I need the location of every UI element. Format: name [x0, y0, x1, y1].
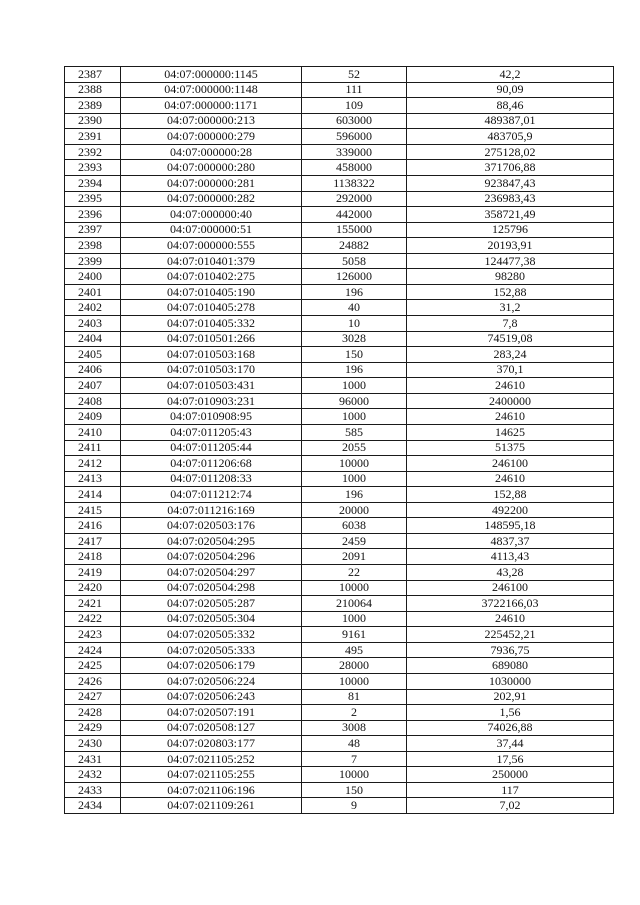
row-number-cell: 2405 — [65, 347, 121, 363]
cadastral-number-cell: 04:07:020507:191 — [121, 705, 302, 721]
row-number-cell: 2418 — [65, 549, 121, 565]
area-cell: 10000 — [302, 580, 407, 596]
table-row — [65, 98, 614, 114]
table-row — [65, 393, 614, 409]
row-number-cell: 2423 — [65, 627, 121, 643]
table-row — [65, 67, 614, 83]
area-cell: 9161 — [302, 627, 407, 643]
table-row — [65, 238, 614, 254]
area-cell: 48 — [302, 736, 407, 752]
row-number-cell: 2420 — [65, 580, 121, 596]
area-cell: 196 — [302, 284, 407, 300]
row-number-cell: 2406 — [65, 362, 121, 378]
value-cell: 37,44 — [407, 736, 614, 752]
table-row — [65, 331, 614, 347]
row-number-cell: 2398 — [65, 238, 121, 254]
value-cell: 250000 — [407, 767, 614, 783]
area-cell: 495 — [302, 642, 407, 658]
value-cell: 152,88 — [407, 284, 614, 300]
cadastral-number-cell: 04:07:020505:304 — [121, 611, 302, 627]
row-number-cell: 2407 — [65, 378, 121, 394]
value-cell: 236983,43 — [407, 191, 614, 207]
cadastral-number-cell: 04:07:021105:255 — [121, 767, 302, 783]
value-cell: 74026,88 — [407, 720, 614, 736]
cadastral-number-cell: 04:07:020504:295 — [121, 533, 302, 549]
table-body — [65, 67, 614, 814]
cadastral-number-cell: 04:07:000000:1145 — [121, 67, 302, 83]
row-number-cell: 2434 — [65, 798, 121, 814]
cadastral-number-cell: 04:07:020505:332 — [121, 627, 302, 643]
cadastral-number-cell: 04:07:011208:33 — [121, 471, 302, 487]
cadastral-number-cell: 04:07:000000:281 — [121, 175, 302, 191]
cadastral-number-cell: 04:07:010503:168 — [121, 347, 302, 363]
cadastral-number-cell: 04:07:011212:74 — [121, 487, 302, 503]
cadastral-number-cell: 04:07:010405:278 — [121, 300, 302, 316]
table-row — [65, 580, 614, 596]
table-row — [65, 673, 614, 689]
row-number-cell: 2394 — [65, 175, 121, 191]
area-cell: 150 — [302, 347, 407, 363]
cadastral-table — [64, 66, 614, 814]
value-cell: 17,56 — [407, 751, 614, 767]
value-cell: 275128,02 — [407, 144, 614, 160]
value-cell: 51375 — [407, 440, 614, 456]
row-number-cell: 2425 — [65, 658, 121, 674]
value-cell: 14625 — [407, 424, 614, 440]
cadastral-number-cell: 04:07:020505:287 — [121, 596, 302, 612]
area-cell: 603000 — [302, 113, 407, 129]
value-cell: 24610 — [407, 378, 614, 394]
area-cell: 596000 — [302, 129, 407, 145]
area-cell: 111 — [302, 82, 407, 98]
row-number-cell: 2426 — [65, 673, 121, 689]
value-cell: 4837,37 — [407, 533, 614, 549]
table-row — [65, 596, 614, 612]
table-row — [65, 175, 614, 191]
table-row — [65, 207, 614, 223]
row-number-cell: 2419 — [65, 565, 121, 581]
area-cell: 126000 — [302, 269, 407, 285]
value-cell: 124477,38 — [407, 253, 614, 269]
table-row — [65, 113, 614, 129]
value-cell: 489387,01 — [407, 113, 614, 129]
value-cell: 246100 — [407, 456, 614, 472]
table-row — [65, 378, 614, 394]
table-row — [65, 471, 614, 487]
value-cell: 225452,21 — [407, 627, 614, 643]
value-cell: 483705,9 — [407, 129, 614, 145]
table-row — [65, 440, 614, 456]
row-number-cell: 2387 — [65, 67, 121, 83]
cadastral-number-cell: 04:07:000000:51 — [121, 222, 302, 238]
cadastral-number-cell: 04:07:010402:275 — [121, 269, 302, 285]
value-cell: 24610 — [407, 409, 614, 425]
table-row — [65, 689, 614, 705]
cadastral-number-cell: 04:07:010405:332 — [121, 316, 302, 332]
cadastral-number-cell: 04:07:000000:1171 — [121, 98, 302, 114]
row-number-cell: 2399 — [65, 253, 121, 269]
value-cell: 923847,43 — [407, 175, 614, 191]
table-row — [65, 751, 614, 767]
cadastral-number-cell: 04:07:020503:176 — [121, 518, 302, 534]
value-cell: 42,2 — [407, 67, 614, 83]
area-cell: 6038 — [302, 518, 407, 534]
cadastral-number-cell: 04:07:011205:43 — [121, 424, 302, 440]
row-number-cell: 2401 — [65, 284, 121, 300]
table-row — [65, 424, 614, 440]
area-cell: 196 — [302, 362, 407, 378]
cadastral-number-cell: 04:07:021105:252 — [121, 751, 302, 767]
row-number-cell: 2412 — [65, 456, 121, 472]
row-number-cell: 2410 — [65, 424, 121, 440]
table-row — [65, 222, 614, 238]
table-row — [65, 720, 614, 736]
area-cell: 339000 — [302, 144, 407, 160]
table-row — [65, 658, 614, 674]
value-cell: 202,91 — [407, 689, 614, 705]
area-cell: 155000 — [302, 222, 407, 238]
area-cell: 52 — [302, 67, 407, 83]
area-cell: 1000 — [302, 409, 407, 425]
value-cell: 43,28 — [407, 565, 614, 581]
table-row — [65, 565, 614, 581]
row-number-cell: 2422 — [65, 611, 121, 627]
value-cell: 88,46 — [407, 98, 614, 114]
area-cell: 20000 — [302, 502, 407, 518]
table-row — [65, 160, 614, 176]
cadastral-number-cell: 04:07:020506:224 — [121, 673, 302, 689]
table-row — [65, 487, 614, 503]
value-cell: 125796 — [407, 222, 614, 238]
area-cell: 150 — [302, 782, 407, 798]
area-cell: 2459 — [302, 533, 407, 549]
cadastral-number-cell: 04:07:000000:280 — [121, 160, 302, 176]
row-number-cell: 2411 — [65, 440, 121, 456]
value-cell: 24610 — [407, 471, 614, 487]
value-cell: 246100 — [407, 580, 614, 596]
table-row — [65, 767, 614, 783]
row-number-cell: 2428 — [65, 705, 121, 721]
area-cell: 1000 — [302, 471, 407, 487]
cadastral-number-cell: 04:07:011206:68 — [121, 456, 302, 472]
area-cell: 9 — [302, 798, 407, 814]
row-number-cell: 2416 — [65, 518, 121, 534]
area-cell: 10 — [302, 316, 407, 332]
table-row — [65, 456, 614, 472]
table-row — [65, 284, 614, 300]
value-cell: 4113,43 — [407, 549, 614, 565]
cadastral-number-cell: 04:07:011216:169 — [121, 502, 302, 518]
area-cell: 292000 — [302, 191, 407, 207]
value-cell: 283,24 — [407, 347, 614, 363]
row-number-cell: 2393 — [65, 160, 121, 176]
area-cell: 28000 — [302, 658, 407, 674]
row-number-cell: 2433 — [65, 782, 121, 798]
cadastral-number-cell: 04:07:021106:196 — [121, 782, 302, 798]
table-row — [65, 269, 614, 285]
table-row — [65, 82, 614, 98]
area-cell: 2055 — [302, 440, 407, 456]
value-cell: 7,02 — [407, 798, 614, 814]
table-row — [65, 782, 614, 798]
table-row — [65, 533, 614, 549]
value-cell: 3722166,03 — [407, 596, 614, 612]
row-number-cell: 2388 — [65, 82, 121, 98]
cadastral-number-cell: 04:07:000000:28 — [121, 144, 302, 160]
cadastral-number-cell: 04:07:020504:296 — [121, 549, 302, 565]
cadastral-number-cell: 04:07:020506:243 — [121, 689, 302, 705]
cadastral-number-cell: 04:07:000000:555 — [121, 238, 302, 254]
row-number-cell: 2409 — [65, 409, 121, 425]
cadastral-number-cell: 04:07:010908:95 — [121, 409, 302, 425]
area-cell: 458000 — [302, 160, 407, 176]
area-cell: 10000 — [302, 673, 407, 689]
cadastral-number-cell: 04:07:000000:282 — [121, 191, 302, 207]
row-number-cell: 2432 — [65, 767, 121, 783]
area-cell: 96000 — [302, 393, 407, 409]
row-number-cell: 2395 — [65, 191, 121, 207]
table-row — [65, 611, 614, 627]
table-row — [65, 549, 614, 565]
row-number-cell: 2414 — [65, 487, 121, 503]
table-row — [65, 144, 614, 160]
area-cell: 196 — [302, 487, 407, 503]
table-row — [65, 518, 614, 534]
value-cell: 20193,91 — [407, 238, 614, 254]
value-cell: 1030000 — [407, 673, 614, 689]
value-cell: 24610 — [407, 611, 614, 627]
row-number-cell: 2392 — [65, 144, 121, 160]
cadastral-number-cell: 04:07:000000:1148 — [121, 82, 302, 98]
table-row — [65, 253, 614, 269]
area-cell: 5058 — [302, 253, 407, 269]
cadastral-number-cell: 04:07:020803:177 — [121, 736, 302, 752]
value-cell: 148595,18 — [407, 518, 614, 534]
row-number-cell: 2389 — [65, 98, 121, 114]
area-cell: 1138322 — [302, 175, 407, 191]
area-cell: 210064 — [302, 596, 407, 612]
value-cell: 117 — [407, 782, 614, 798]
table-row — [65, 316, 614, 332]
cadastral-number-cell: 04:07:000000:213 — [121, 113, 302, 129]
row-number-cell: 2415 — [65, 502, 121, 518]
cadastral-number-cell: 04:07:020504:298 — [121, 580, 302, 596]
value-cell: 689080 — [407, 658, 614, 674]
area-cell: 1000 — [302, 378, 407, 394]
area-cell: 10000 — [302, 767, 407, 783]
cadastral-number-cell: 04:07:010503:431 — [121, 378, 302, 394]
table-row — [65, 642, 614, 658]
cadastral-number-cell: 04:07:020504:297 — [121, 565, 302, 581]
table-row — [65, 347, 614, 363]
area-cell: 10000 — [302, 456, 407, 472]
cadastral-number-cell: 04:07:010401:379 — [121, 253, 302, 269]
value-cell: 7,8 — [407, 316, 614, 332]
area-cell: 40 — [302, 300, 407, 316]
value-cell: 370,1 — [407, 362, 614, 378]
table-row — [65, 300, 614, 316]
area-cell: 3008 — [302, 720, 407, 736]
area-cell: 2091 — [302, 549, 407, 565]
row-number-cell: 2430 — [65, 736, 121, 752]
value-cell: 31,2 — [407, 300, 614, 316]
cadastral-number-cell: 04:07:021109:261 — [121, 798, 302, 814]
area-cell: 24882 — [302, 238, 407, 254]
area-cell: 1000 — [302, 611, 407, 627]
value-cell: 152,88 — [407, 487, 614, 503]
cadastral-number-cell: 04:07:020508:127 — [121, 720, 302, 736]
cadastral-number-cell: 04:07:020505:333 — [121, 642, 302, 658]
row-number-cell: 2397 — [65, 222, 121, 238]
cadastral-number-cell: 04:07:000000:279 — [121, 129, 302, 145]
row-number-cell: 2403 — [65, 316, 121, 332]
cadastral-number-cell: 04:07:011205:44 — [121, 440, 302, 456]
table-row — [65, 627, 614, 643]
area-cell: 7 — [302, 751, 407, 767]
table-row — [65, 191, 614, 207]
value-cell: 358721,49 — [407, 207, 614, 223]
row-number-cell: 2413 — [65, 471, 121, 487]
table-row — [65, 129, 614, 145]
cadastral-number-cell: 04:07:000000:40 — [121, 207, 302, 223]
value-cell: 90,09 — [407, 82, 614, 98]
table-row — [65, 362, 614, 378]
row-number-cell: 2424 — [65, 642, 121, 658]
row-number-cell: 2390 — [65, 113, 121, 129]
row-number-cell: 2421 — [65, 596, 121, 612]
row-number-cell: 2396 — [65, 207, 121, 223]
table-row — [65, 736, 614, 752]
row-number-cell: 2400 — [65, 269, 121, 285]
value-cell: 492200 — [407, 502, 614, 518]
cadastral-number-cell: 04:07:010501:266 — [121, 331, 302, 347]
value-cell: 371706,88 — [407, 160, 614, 176]
value-cell: 74519,08 — [407, 331, 614, 347]
area-cell: 442000 — [302, 207, 407, 223]
cadastral-number-cell: 04:07:020506:179 — [121, 658, 302, 674]
cadastral-number-cell: 04:07:010903:231 — [121, 393, 302, 409]
value-cell: 98280 — [407, 269, 614, 285]
table-row — [65, 705, 614, 721]
area-cell: 2 — [302, 705, 407, 721]
row-number-cell: 2408 — [65, 393, 121, 409]
value-cell: 7936,75 — [407, 642, 614, 658]
table-row — [65, 409, 614, 425]
cadastral-number-cell: 04:07:010405:190 — [121, 284, 302, 300]
area-cell: 3028 — [302, 331, 407, 347]
area-cell: 22 — [302, 565, 407, 581]
row-number-cell: 2427 — [65, 689, 121, 705]
table-row — [65, 502, 614, 518]
table-row — [65, 798, 614, 814]
value-cell: 2400000 — [407, 393, 614, 409]
value-cell: 1,56 — [407, 705, 614, 721]
area-cell: 81 — [302, 689, 407, 705]
row-number-cell: 2404 — [65, 331, 121, 347]
row-number-cell: 2431 — [65, 751, 121, 767]
area-cell: 585 — [302, 424, 407, 440]
row-number-cell: 2402 — [65, 300, 121, 316]
row-number-cell: 2417 — [65, 533, 121, 549]
area-cell: 109 — [302, 98, 407, 114]
cadastral-number-cell: 04:07:010503:170 — [121, 362, 302, 378]
row-number-cell: 2391 — [65, 129, 121, 145]
row-number-cell: 2429 — [65, 720, 121, 736]
